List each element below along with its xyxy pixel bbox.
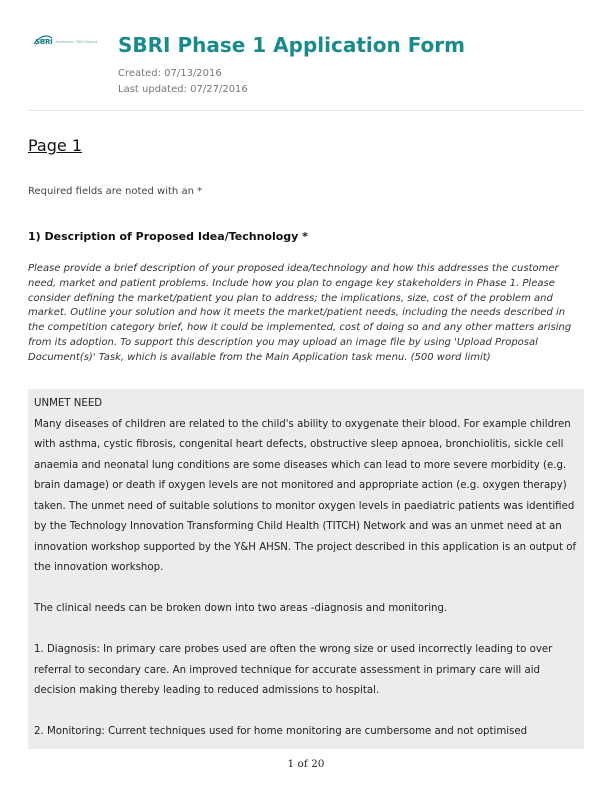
- required-fields-note: Required fields are noted with an *: [28, 186, 203, 197]
- form-title: SBRI Phase 1 Application Form: [118, 33, 465, 57]
- page-heading: Page 1: [28, 136, 82, 155]
- header-divider: [28, 110, 584, 111]
- logo-tagline: Healthcare · NHS England: [56, 40, 98, 44]
- created-date: Created: 07/13/2016: [118, 68, 222, 79]
- answer-paragraph-monitoring: 2. Monitoring: Current techniques used for home monitoring are cumbersome and not optimised: [34, 726, 528, 737]
- question-description: Please provide a brief description of your proposed idea/technology and how this addresses the customer need, market and patient problems. Include how you plan to engage key stakeholders in Phase 1. Please consider defining the market/patient you plan to address; the implications, size, cost of the problem and market. Outline your solution and how it meets the market/patient needs, including the needs described in the competition category brief, how it could be implemented, cost of doing so and any other matters arising from its adoption. To support this description you may upload an image file by using 'Upload Proposal Document(s)' Task, which is available from the Main Application task menu. (500 word limit): [28, 263, 572, 363]
- answer-heading: UNMET NEED: [34, 398, 103, 409]
- answer-paragraph-diagnosis: 1. Diagnosis: In primary care probes used are often the wrong size or used incorrectly leading to over referral to secondary care. An improved technique for accurate assessment in primary care will aid decision making thereby leading to reduced admissions to hospital.: [34, 644, 553, 696]
- sbri-logo: [32, 30, 112, 52]
- answer-paragraph-unmet-need: Many diseases of children are related to the child's ability to oxygenate their blood. For example children with asthma, cystic fibrosis, congenital heart defects, obstructive sleep apnoea, bronchiolitis, sickle cell anaemia and neonatal lung conditions are some diseases which can lead to more severe morbidity (e.g. brain damage) or death if oxygen levels are not monitored and appropriate action (e.g. oxygen therapy) taken. The unmet need of suitable solutions to monitor oxygen levels in paediatric patients was identified by the Technology Innovation Transforming Child Health (TITCH) Network and was an unmet need at an innovation workshop supported by the Y&H AHSN. The project described in this application is an output of the innovation workshop.: [34, 418, 577, 573]
- page-indicator: 1 of 20: [287, 758, 325, 770]
- last-updated-date: Last updated: 07/27/2016: [118, 84, 248, 95]
- answer-box: [28, 389, 584, 749]
- answer-paragraph-clinical-needs: The clinical needs can be broken down into two areas -diagnosis and monitoring.: [34, 603, 448, 614]
- question-title: 1) Description of Proposed Idea/Technology *: [28, 230, 308, 243]
- logo-text: SBRI: [35, 38, 53, 46]
